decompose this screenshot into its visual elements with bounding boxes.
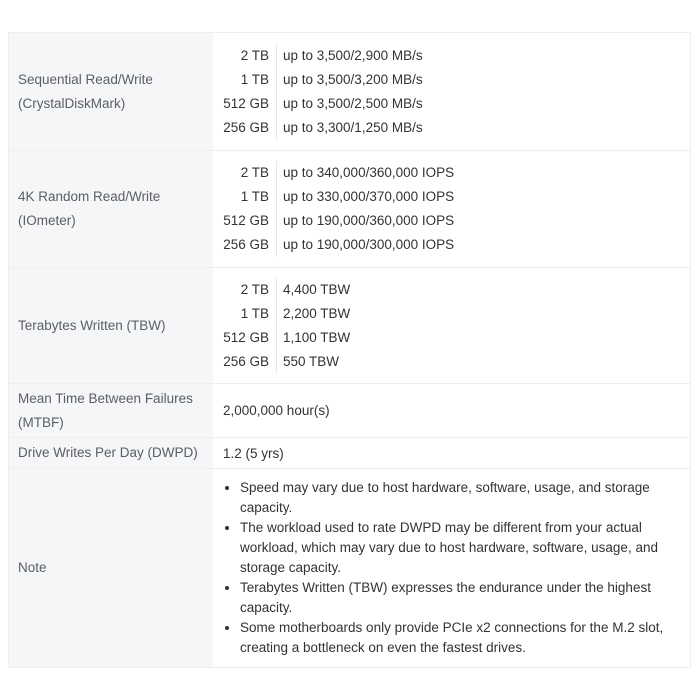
row-label: Sequential Read/Write (CrystalDiskMark) bbox=[9, 33, 213, 150]
note-item: • The workload used to rate DWPD may be different from your actual workload, which may vary due to host hardware, software, usage, and storage capacity. bbox=[240, 518, 690, 578]
capacity: 2 TB bbox=[240, 165, 269, 180]
capacity: 256 GB bbox=[223, 353, 269, 369]
spec-row-mtbf bbox=[9, 384, 690, 438]
capacity: 2 TB bbox=[240, 47, 269, 63]
specs-table bbox=[8, 32, 691, 668]
note-item: • Some motherboards only provide PCIe x2 connections for the M.2 slot, creating a bottleneck on even the fastest drives. bbox=[240, 618, 690, 658]
spec-value: up to 3,500/3,200 MB/s bbox=[283, 71, 423, 87]
notes-list bbox=[223, 478, 690, 658]
spec-value: up to 330,000/370,000 IOPS bbox=[283, 189, 455, 204]
note-item: • Speed may vary due to host hardware, software, usage, and storage capacity. bbox=[240, 478, 690, 518]
capacity: 256 GB bbox=[223, 119, 269, 135]
capacity-table bbox=[223, 278, 350, 374]
spec-value: up to 340,000/360,000 IOPS bbox=[283, 165, 455, 180]
capacity: 1 TB bbox=[240, 305, 269, 321]
spec-value: up to 3,500/2,500 MB/s bbox=[283, 95, 423, 111]
capacity-table bbox=[223, 44, 423, 140]
spec-value: 2,200 TBW bbox=[283, 305, 351, 321]
row-label: Mean Time Between Failures (MTBF) bbox=[9, 384, 213, 437]
capacity: 256 GB bbox=[223, 237, 269, 252]
capacity: 512 GB bbox=[223, 95, 269, 111]
row-label: 4K Random Read/Write (IOmeter) bbox=[9, 151, 213, 267]
capacity: 1 TB bbox=[240, 71, 269, 87]
spec-value: 2,000,000 hour(s) bbox=[223, 403, 330, 418]
spec-row-sequential bbox=[9, 33, 690, 151]
spec-value: 1,100 TBW bbox=[283, 329, 351, 345]
note-item: • Terabytes Written (TBW) expresses the endurance under the highest capacity. bbox=[240, 578, 690, 618]
spec-value: 1.2 (5 yrs) bbox=[223, 445, 284, 461]
capacity: 1 TB bbox=[240, 189, 269, 204]
row-label: Terabytes Written (TBW) bbox=[9, 268, 213, 383]
row-label: Drive Writes Per Day (DWPD) bbox=[9, 438, 213, 468]
spec-value: up to 3,500/2,900 MB/s bbox=[283, 47, 423, 63]
capacity: 2 TB bbox=[240, 281, 269, 297]
capacity-table bbox=[223, 161, 454, 257]
spec-value: 4,400 TBW bbox=[283, 281, 351, 297]
spec-value: up to 190,000/360,000 IOPS bbox=[283, 213, 455, 228]
spec-row-note bbox=[9, 469, 690, 667]
spec-row-tbw bbox=[9, 268, 690, 384]
spec-row-dwpd bbox=[9, 438, 690, 469]
row-label: Note bbox=[9, 469, 213, 667]
spec-row-random bbox=[9, 151, 690, 268]
spec-value: 550 TBW bbox=[283, 353, 340, 369]
capacity: 512 GB bbox=[223, 213, 269, 228]
spec-value: up to 3,300/1,250 MB/s bbox=[283, 119, 423, 135]
capacity: 512 GB bbox=[223, 329, 269, 345]
spec-value: up to 190,000/300,000 IOPS bbox=[283, 237, 455, 252]
